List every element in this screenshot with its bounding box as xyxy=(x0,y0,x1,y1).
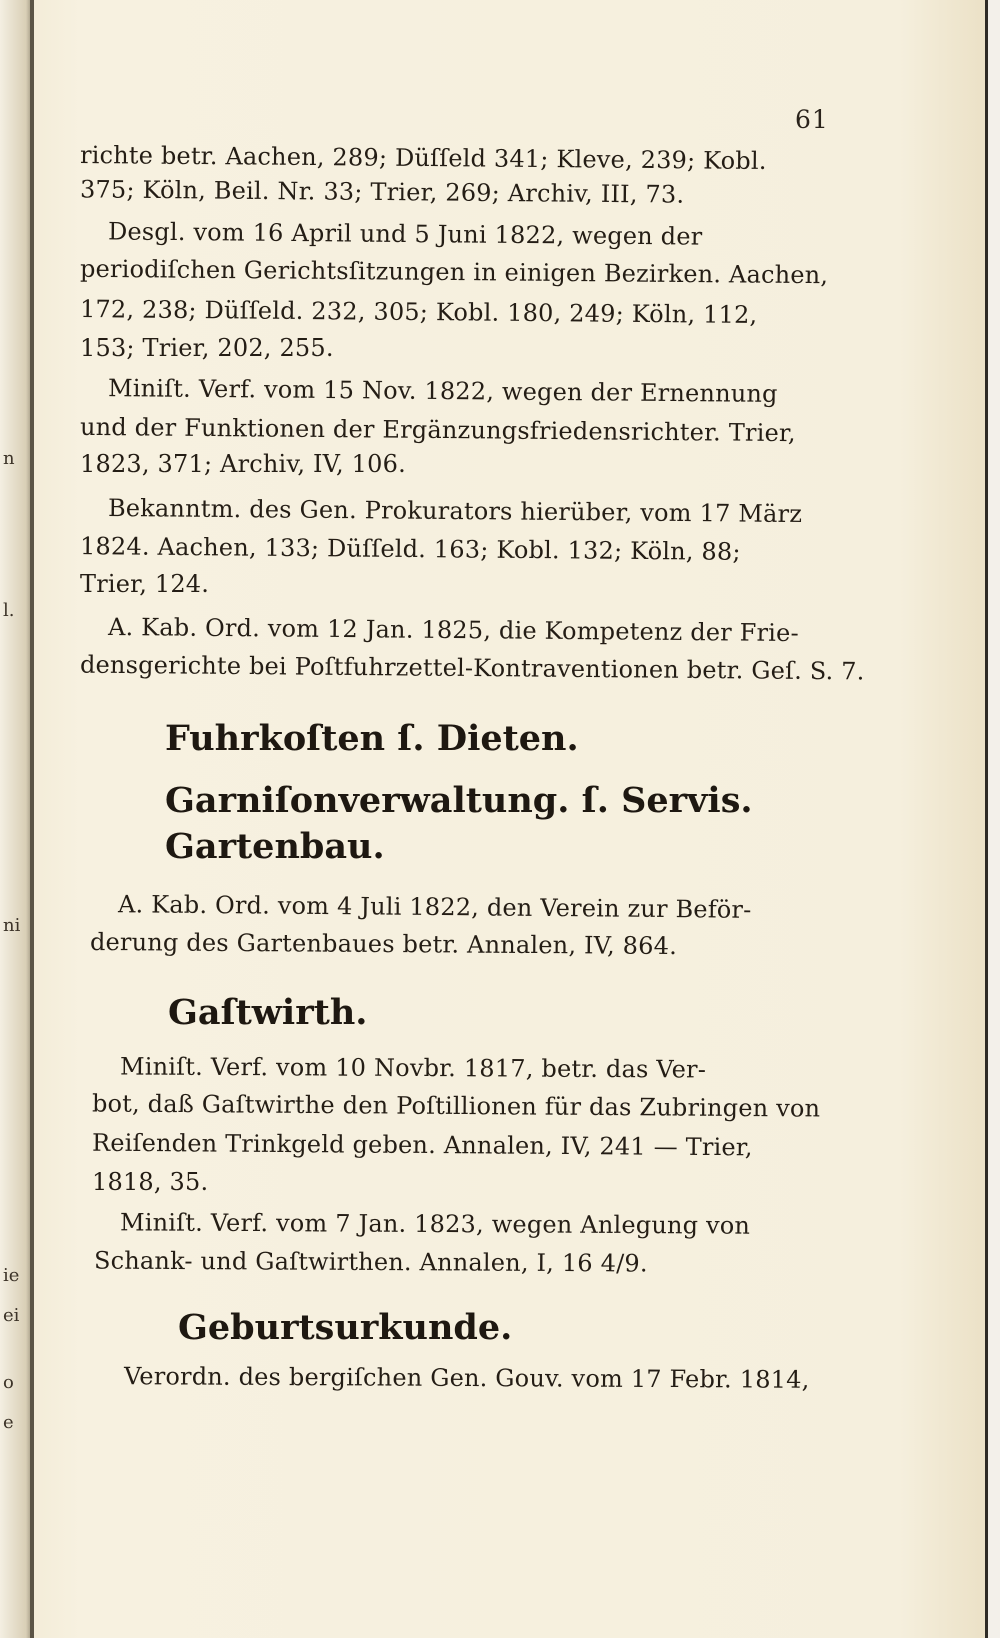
text-line: und der Funktionen der Ergänzungsfriedensrichter. Trier, xyxy=(79,412,796,448)
section-heading: Gartenbau. xyxy=(165,826,385,867)
margin-note: n xyxy=(3,448,15,469)
text-line: bot, daß Gaſtwirthe den Poſtillionen für das Zubringen von xyxy=(91,1089,821,1123)
text-line: Desgl. vom 16 April und 5 Juni 1822, wegen der xyxy=(107,217,703,251)
text-line: 1818, 35. xyxy=(92,1168,209,1196)
text-line: 153; Trier, 202, 255. xyxy=(80,334,334,362)
scan-border xyxy=(988,0,1000,1638)
page-number: 61 xyxy=(795,105,829,134)
book-spine xyxy=(30,0,34,1638)
text-line: densgerichte bei Poſtfuhrzettel-Kontraventionen betr. Geſ. S. 7. xyxy=(79,650,865,686)
text-line: Trier, 124. xyxy=(80,570,210,598)
text-line: Bekanntm. des Gen. Prokurators hierüber, vom 17 März xyxy=(107,493,803,529)
text-line: richte betr. Aachen, 289; Düſſeld 341; Kleve, 239; Kobl. xyxy=(79,141,767,175)
text-line: Miniſt. Verf. vom 15 Nov. 1822, wegen der Ernennung xyxy=(107,374,778,408)
text-line: 172, 238; Düſſeld. 232, 305; Kobl. 180, 249; Köln, 112, xyxy=(79,295,758,329)
margin-note: ei xyxy=(3,1305,20,1326)
text-line: derung des Gartenbaues betr. Annalen, IV, 864. xyxy=(89,927,678,961)
section-heading: Gaſtwirth. xyxy=(168,992,368,1033)
section-heading: Geburtsurkunde. xyxy=(178,1307,513,1348)
margin-note: ie xyxy=(3,1265,20,1286)
margin-note: l. xyxy=(3,600,15,621)
margin-note: o xyxy=(3,1372,14,1393)
text-line: 375; Köln, Beil. Nr. 33; Trier, 269; Archiv, III, 73. xyxy=(79,175,685,209)
text-line: A. Kab. Ord. vom 12 Jan. 1825, die Kompetenz der Frie- xyxy=(107,612,799,648)
text-line: Reiſenden Trinkgeld geben. Annalen, IV, 241 — Trier, xyxy=(91,1128,753,1162)
section-heading: Fuhrkoſten ſ. Dieten. xyxy=(165,718,579,759)
text-line: Verordn. des bergiſchen Gen. Gouv. vom 17 Febr. 1814, xyxy=(123,1362,810,1394)
text-line: A. Kab. Ord. vom 4 Juli 1822, den Verein zur Beför- xyxy=(117,890,752,924)
text-line: Schank- und Gaſtwirthen. Annalen, I, 16 4/9. xyxy=(93,1246,648,1278)
text-line: periodiſchen Gerichtsſitzungen in einigen Bezirken. Aachen, xyxy=(79,254,829,290)
text-line: 1824. Aachen, 133; Düſſeld. 163; Kobl. 132; Köln, 88; xyxy=(79,532,741,566)
margin-note: e xyxy=(3,1412,14,1433)
text-line: Miniſt. Verf. vom 10 Novbr. 1817, betr. das Ver- xyxy=(119,1052,707,1084)
section-heading: Garniſonverwaltung. ſ. Servis. xyxy=(165,780,753,821)
margin-note: ni xyxy=(3,915,21,936)
text-line: 1823, 371; Archiv, IV, 106. xyxy=(80,450,406,478)
text-line: Miniſt. Verf. vom 7 Jan. 1823, wegen Anlegung von xyxy=(119,1208,751,1240)
